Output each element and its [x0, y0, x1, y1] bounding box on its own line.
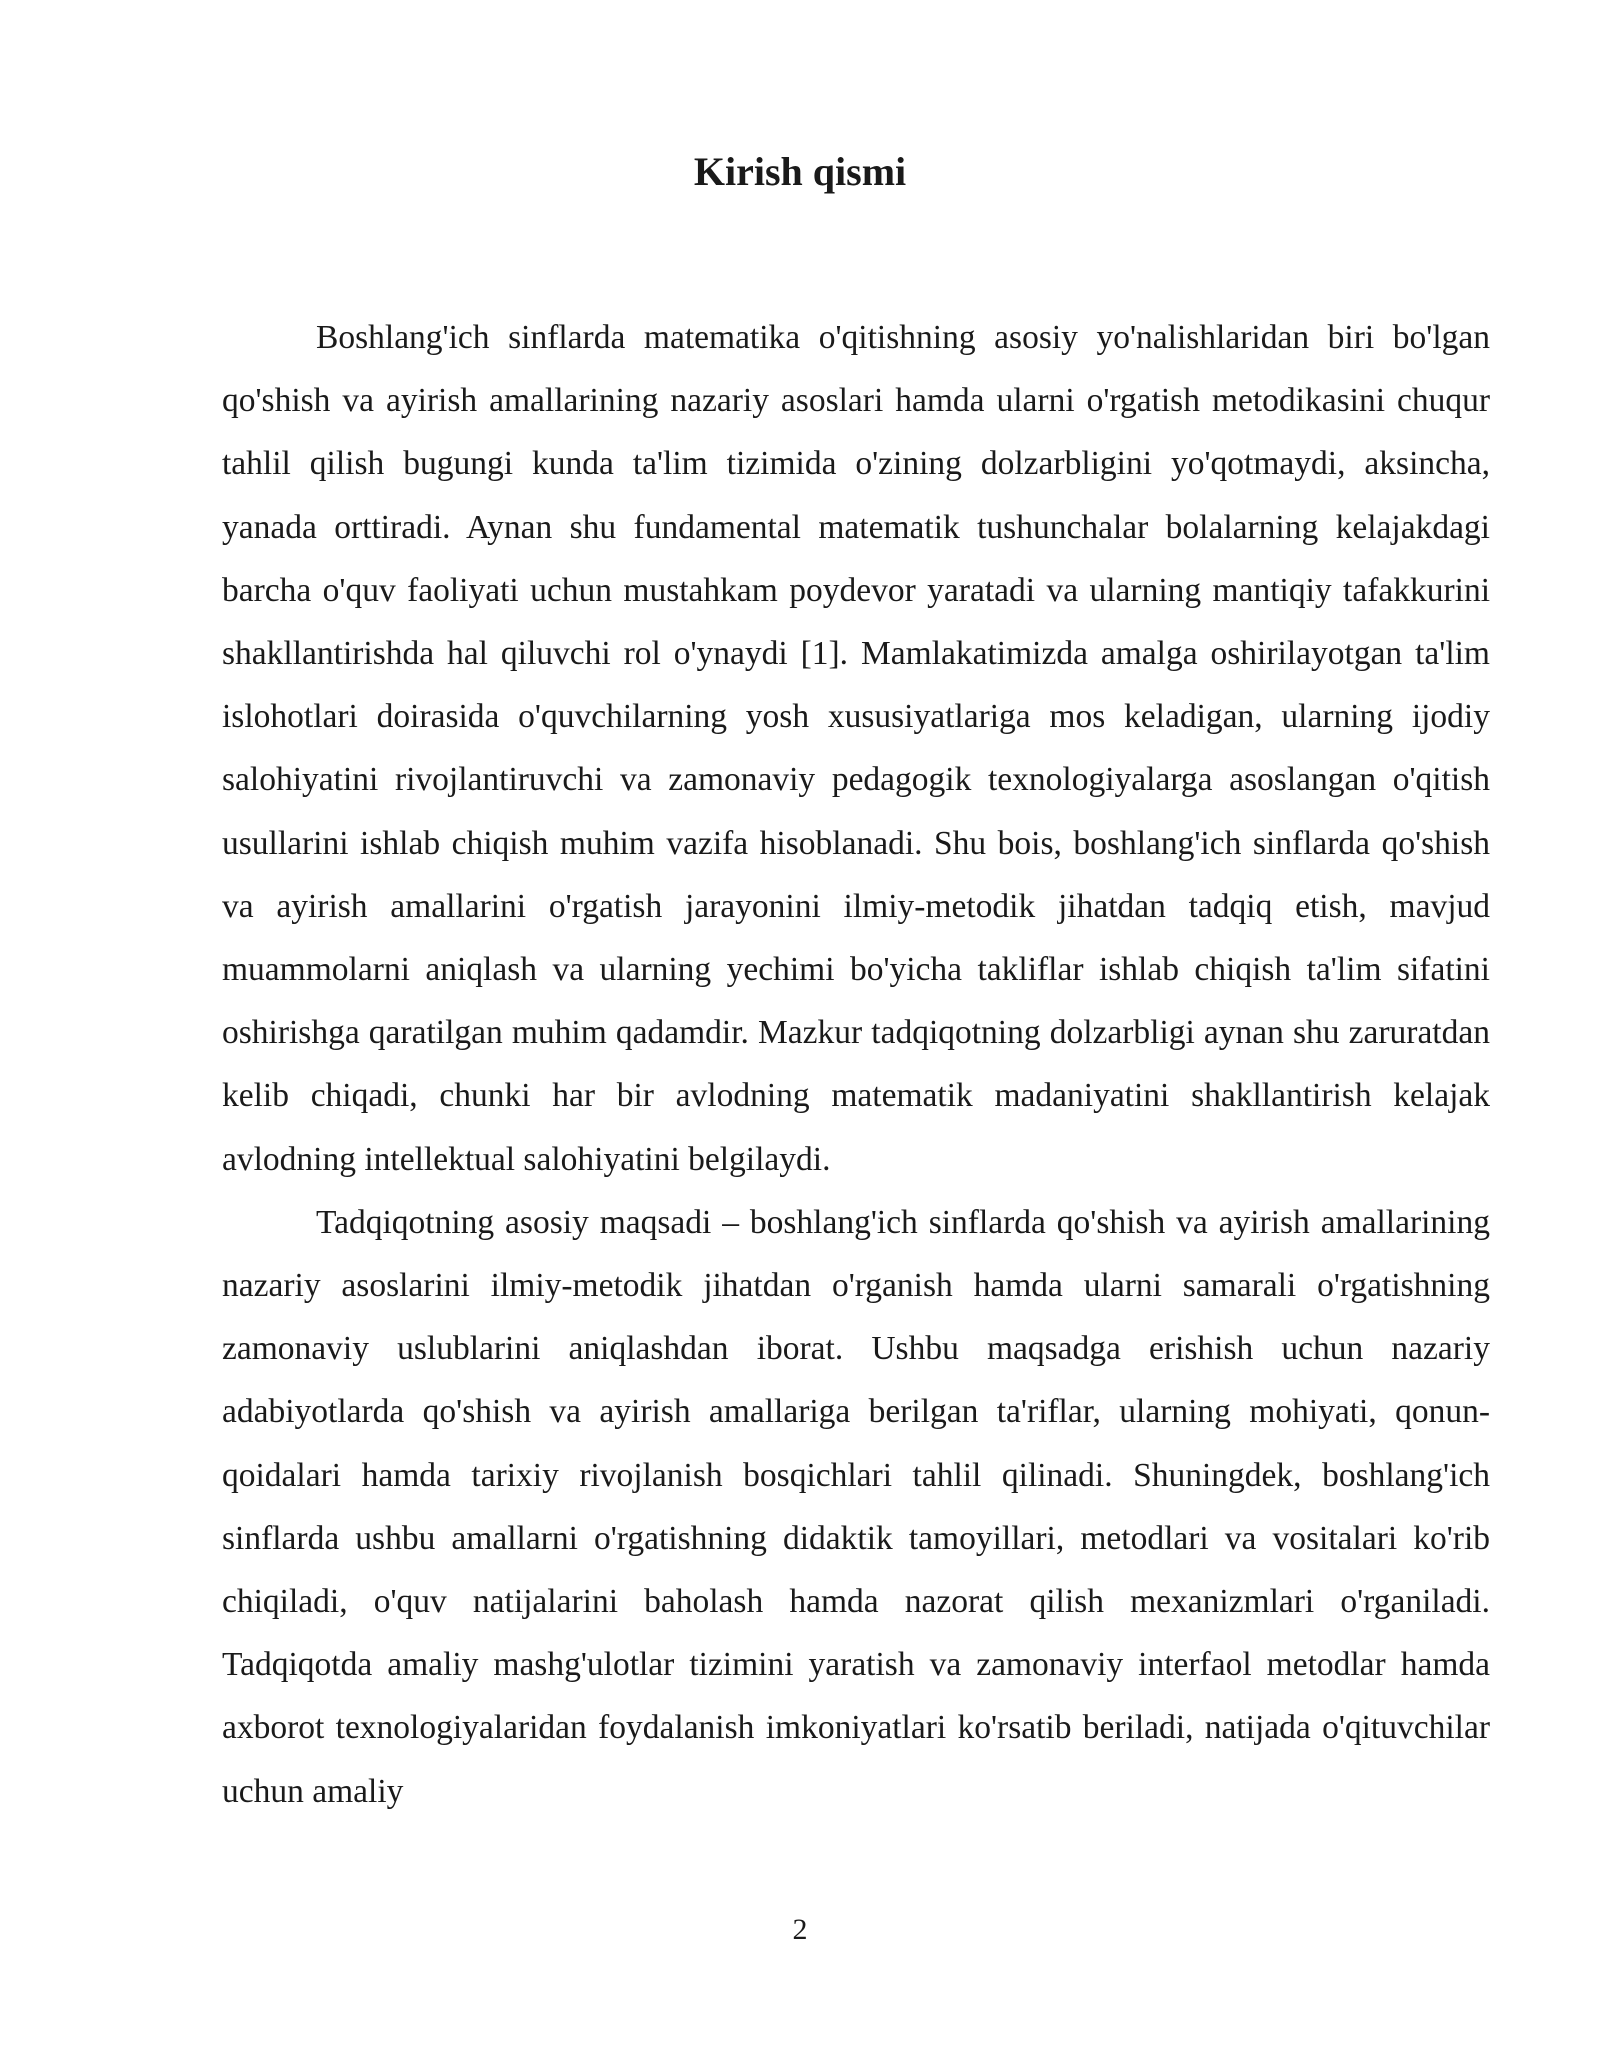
paragraph-2: Tadqiqotning asosiy maqsadi – boshlang'ich sinflarda qo'shish va ayirish amallarining nazariy asoslarini ilmiy-metodik jihatdan o'rganish hamda ularni samarali o'rgatishning zamonaviy uslublarini aniqlashdan iborat. Ushbu maqsadga erishish uchun nazariy adabiyotlarda qo'shish va ayirish amallariga berilgan ta'riflar, ularning mohiyati, qonun-qoidalari hamda tarixiy rivojlanish bosqichlari tahlil qilinadi. Shuningdek, boshlang'ich sinflarda ushbu amallarni o'rgatishning didaktik tamoyillari, metodlari va vositalari ko'rib chiqiladi, o'quv natijalarini baholash hamda nazorat qilish mexanizmlari o'rganiladi. Tadqiqotda amaliy mashg'ulotlar tizimini yaratish va zamonaviy interfaol metodlar hamda axborot texnologiyalaridan foydalanish imkoniyatlari ko'rsatib beriladi, natijada o'qituvchilar uchun amaliy [222, 1203, 1490, 1810]
paragraph-1: Boshlang'ich sinflarda matematika o'qitishning asosiy yo'nalishlaridan biri bo'lgan qo'shish va ayirish amallarining nazariy asoslari hamda ularni o'rgatish metodikasini chuqur tahlil qilish bugungi kunda ta'lim tizimida o'zining dolzarbligini yo'qotmaydi, aksincha, yanada orttiradi. Aynan shu fundamental matematik tushunchalar bolalarning kelajakdagi barcha o'quv faoliyati uchun mustahkam poydevor yaratadi va ularning mantiqiy tafakkurini shakllantirishda hal qiluvchi rol o'ynaydi [1]. Mamlakatimizda amalga oshirilayotgan ta'lim islohotlari doirasida o'quvchilarning yosh xususiyatlariga mos keladigan, ularning ijodiy salohiyatini rivojlantiruvchi va zamonaviy pedagogik texnologiyalarga asoslangan o'qitish usullarini ishlab chiqish muhim vazifa hisoblanadi. Shu bois, boshlang'ich sinflarda qo'shish va ayirish amallarini o'rgatish jarayonini ilmiy-metodik jihatdan tadqiq etish, mavjud muammolarni aniqlash va ularning yechimi bo'yicha takliflar ishlab chiqish ta'lim sifatini oshirishga qaratilgan muhim qadamdir. Mazkur tadqiqotning dolzarbligi aynan shu zaruratdan kelib chiqadi, chunki har bir avlodning matematik madaniyatini shakllantirish kelajak avlodning intellektual salohiyatini belgilaydi. [222, 319, 1490, 1178]
body-text [222, 306, 1490, 1823]
page-number: 2 [792, 1913, 808, 1946]
page-title: Kirish qismi [693, 149, 907, 194]
